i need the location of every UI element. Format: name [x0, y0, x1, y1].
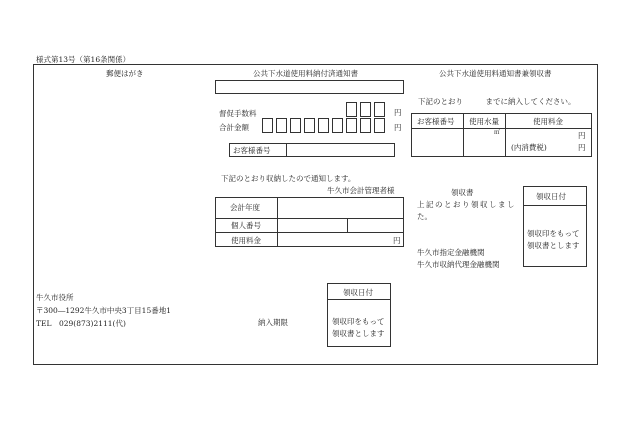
details-label-year: 会計年度 [230, 203, 260, 212]
address-box [215, 80, 404, 94]
receipt-text-1: 上記のとおり領収しまし [417, 200, 516, 209]
notice-addressee: 牛久市会計管理者様 [327, 186, 395, 195]
details-label-usage-fee: 使用料金 [231, 236, 261, 245]
tax-yen: 円 [578, 143, 586, 152]
digit-box [304, 118, 315, 133]
receipt-header-customer: お客様番号 [417, 117, 455, 126]
digit-box [332, 118, 343, 133]
notice-stamp-line2: 領収書とします [332, 329, 385, 338]
receipt-title: 公共下水道使用料通知書兼領収書 [439, 69, 552, 78]
institution-designated: 牛久市指定金融機関 [417, 248, 485, 257]
fee-label-reminder: 督促手数料 [219, 109, 257, 118]
fee-label-total: 合計金額 [219, 123, 249, 132]
details-value-usage-fee: 円 [393, 236, 401, 245]
digit-box [346, 118, 357, 133]
notice-stamp-line1: 領収印をもって [332, 317, 385, 326]
postcard-label: 郵便はがき [106, 69, 144, 78]
notice-message: 下記のとおり収納したので通知します。 [221, 174, 356, 183]
receipt-stamp-line1: 領収印をもって [527, 229, 580, 238]
digit-box [360, 118, 371, 133]
receipt-instruction: 下記のとおり までに納入してください。 [418, 97, 576, 106]
digit-box [360, 102, 371, 117]
digit-box [374, 118, 385, 133]
customer-number-label: お客様番号 [233, 146, 271, 155]
digit-box [276, 118, 287, 133]
fee-unit-reminder: 円 [394, 108, 402, 117]
digit-box [346, 102, 357, 117]
volume-unit: ㎥ [494, 129, 501, 136]
sender-address: 〒300―1292牛久市中央3丁目15番地1 [36, 306, 171, 315]
receipt-stamp-title: 領収日付 [536, 192, 566, 201]
digit-box [290, 118, 301, 133]
details-label-personal-number: 個人番号 [231, 221, 261, 230]
fee-unit-total: 円 [394, 123, 402, 132]
receipt-stamp-line2: 領収書とします [527, 241, 580, 250]
institution-agent: 牛久市収納代理金融機関 [417, 260, 500, 269]
sender-name: 牛久市役所 [36, 293, 74, 302]
receipt-heading: 領収書 [451, 188, 474, 197]
receipt-header-volume: 使用水量 [469, 117, 499, 126]
form-number: 様式第13号（第16条関係） [36, 55, 131, 64]
tax-label: (内消費税) [511, 143, 547, 152]
receipt-text-2: た。 [417, 212, 432, 221]
due-date-label: 納入期限 [258, 318, 288, 327]
digit-box [262, 118, 273, 133]
sender-tel: TEL 029(873)2111(代) [36, 319, 126, 328]
notice-title: 公共下水道使用料納付済通知書 [253, 69, 358, 78]
notice-stamp-title: 領収日付 [343, 288, 373, 297]
digit-box [374, 102, 385, 117]
receipt-header-fee: 使用料金 [533, 117, 563, 126]
digit-box [318, 118, 329, 133]
fee-yen: 円 [578, 131, 586, 140]
